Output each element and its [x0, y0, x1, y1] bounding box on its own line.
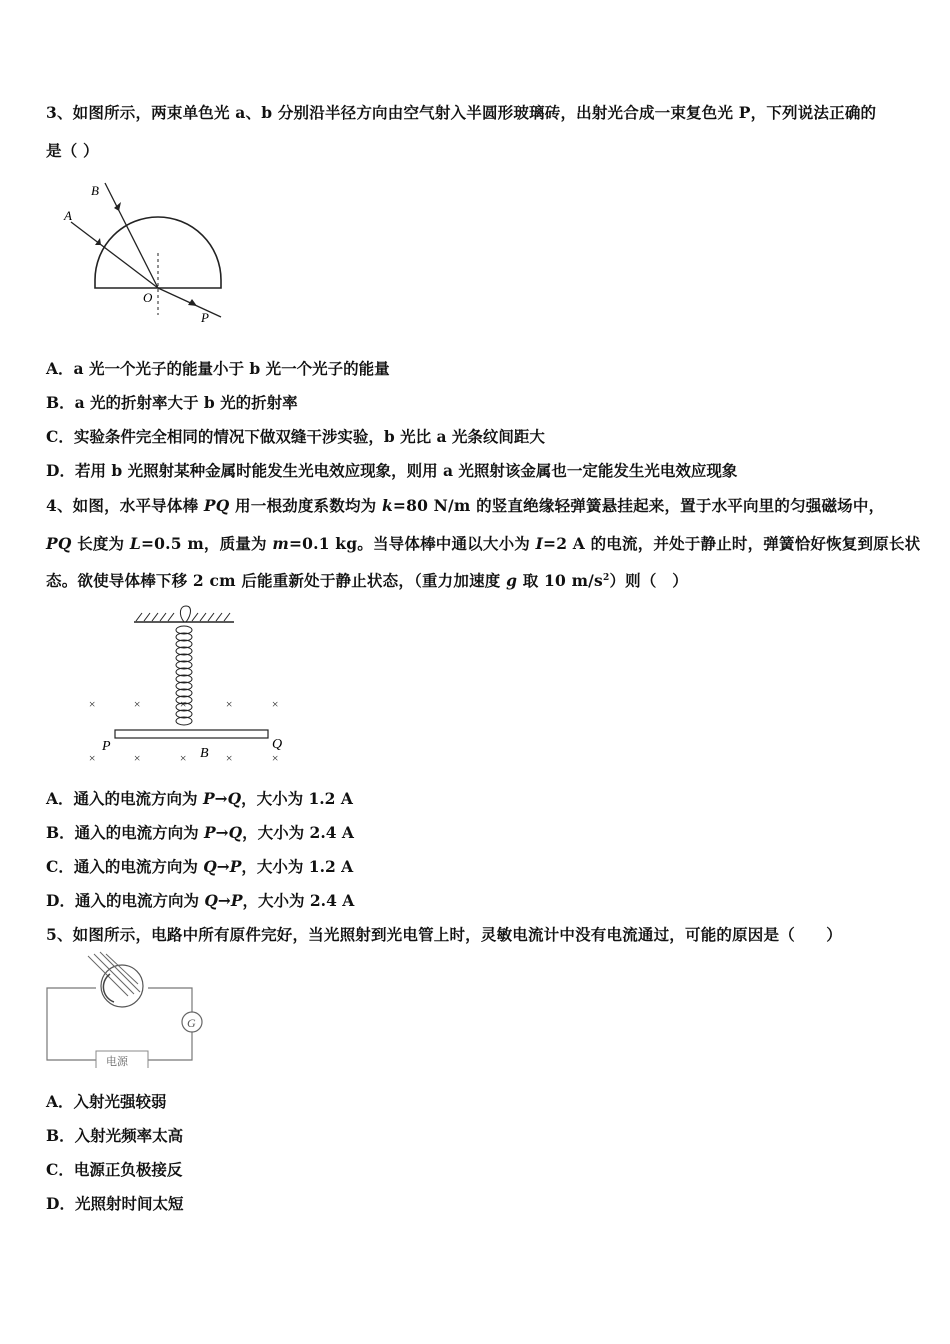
label-b: B: [200, 746, 209, 761]
q4-option-d: D．通入的电流方向为 Q→P，大小为 2.4 A: [46, 891, 355, 910]
ray-a: [71, 222, 158, 288]
label-power-source: 电源: [106, 1055, 128, 1068]
q3-figure: [55, 175, 235, 325]
spring-hook: [180, 606, 190, 622]
label-o: O: [143, 290, 153, 305]
svg-text:×: ×: [88, 697, 97, 711]
q3-stem-line1: 3、如图所示，两束单色光 a、b 分别沿半径方向由空气射入半圆形玻璃砖，出射光合成一束复色光 P，下列说法正确的: [46, 103, 877, 122]
label-p: P: [102, 739, 111, 754]
circuit-wire: [47, 988, 96, 1060]
conductor-rod: [115, 730, 268, 738]
svg-text:×: ×: [225, 697, 234, 711]
label-q: Q: [272, 737, 283, 752]
svg-text:×: ×: [271, 751, 280, 765]
q3-option-a: A．a 光一个光子的能量小于 b 光一个光子的能量: [46, 359, 390, 378]
q4-option-c: C．通入的电流方向为 Q→P，大小为 1.2 A: [46, 857, 354, 876]
q5-option-d: D．光照射时间太短: [46, 1194, 184, 1213]
q3-option-c: C．实验条件完全相同的情况下做双缝干涉实验，b 光比 a 光条纹间距大: [46, 427, 545, 446]
svg-text:×: ×: [88, 751, 97, 765]
svg-text:×: ×: [225, 751, 234, 765]
svg-text:×: ×: [133, 751, 142, 765]
label-b: B: [91, 183, 99, 198]
q3-option-b: B．a 光的折射率大于 b 光的折射率: [46, 393, 298, 412]
svg-text:×: ×: [133, 697, 142, 711]
q5-figure: [44, 950, 204, 1068]
q4-stem-line2: PQ 长度为 L=0.5 m，质量为 m=0.1 kg。当导体棒中通以大小为 I=2 A 的电流，并处于静止时，弹簧恰好恢复到原长状: [46, 534, 921, 553]
q4-stem-line3: 态。欲使导体棒下移 2 cm 后能重新处于静止状态，（重力加速度 g 取 10 $m/s^2$）则（ ）: [46, 571, 688, 590]
phototube: [101, 965, 143, 1007]
q4-option-a: A．通入的电流方向为 P→Q，大小为 1.2 A: [46, 789, 353, 808]
svg-text:×: ×: [271, 697, 280, 711]
q4-stem-line1: 4、如图，水平导体棒 PQ 用一根劲度系数均为 k=80 N/m 的竖直绝缘轻弹簧悬挂起来，置于水平向里的匀强磁场中，: [46, 496, 885, 515]
svg-text:×: ×: [179, 697, 188, 711]
q5-option-b: B．入射光频率太高: [46, 1126, 184, 1145]
q4-figure: [80, 600, 300, 770]
q5-stem: 5、如图所示，电路中所有原件完好，当光照射到光电管上时，灵敏电流计中没有电流通过，可能的原因是（ ）: [46, 925, 842, 944]
ray-p: [158, 288, 221, 317]
label-p: P: [201, 310, 209, 325]
q3-stem-line2: 是（ ）: [46, 141, 99, 160]
q4-option-b: B．通入的电流方向为 P→Q，大小为 2.4 A: [46, 823, 354, 842]
q5-option-c: C．电源正负极接反: [46, 1160, 183, 1179]
label-a: A: [64, 208, 72, 223]
label-g: G: [187, 1016, 196, 1030]
q3-option-d: D．若用 b 光照射某种金属时能发生光电效应现象，则用 a 光照射该金属也一定能发生光电效应现象: [46, 461, 738, 480]
q5-option-a: A．入射光强较弱: [46, 1092, 167, 1111]
svg-text:×: ×: [179, 751, 188, 765]
